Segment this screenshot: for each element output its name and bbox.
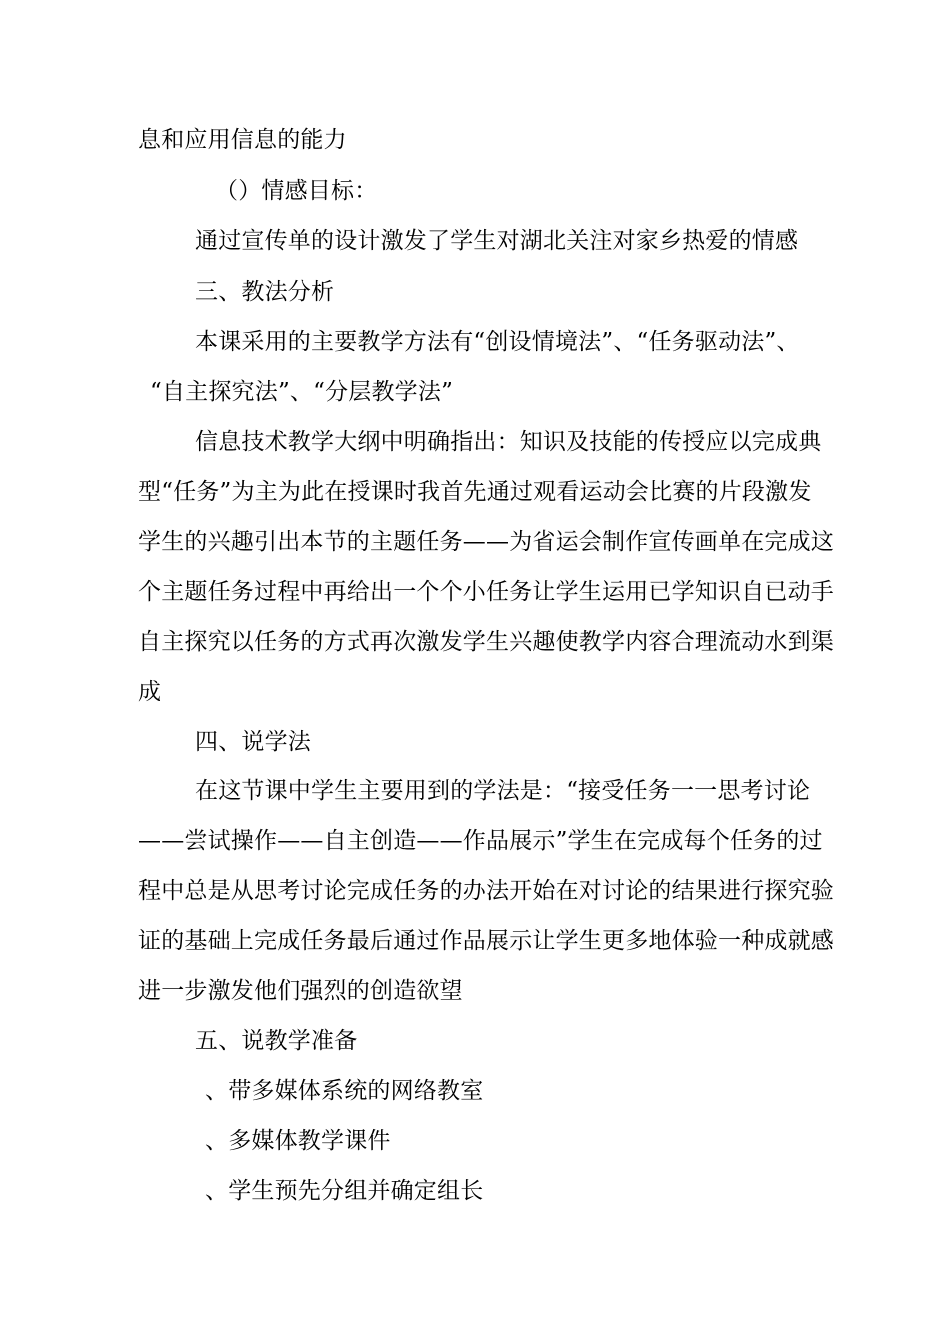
text-line-ability: 息和应用信息的能力 [138, 127, 347, 153]
text-line-learning-1: 在这节课中学生主要用到的学法是：“接受任务一一思考讨论 [195, 778, 811, 804]
text-line-syllabus-3: 学生的兴趣引出本节的主题任务——为省运会制作宣传画单在完成这 [138, 529, 834, 555]
text-line-syllabus-6: 成 [138, 679, 162, 705]
heading-preparation: 五、说教学准备 [195, 1028, 358, 1054]
text-line-learning-2: ——尝试操作——自主创造——作品展示”学生在完成每个任务的过 [138, 828, 823, 854]
text-line-methods-1: 本课采用的主要教学方法有“创设情境法”、“任务驱动法”、 [195, 329, 800, 355]
text-line-syllabus-1: 信息技术教学大纲中明确指出：知识及技能的传授应以完成典 [195, 429, 822, 455]
text-line-learning-5: 进一步激发他们强烈的创造欲望 [138, 978, 463, 1004]
heading-teaching-method: 三、教法分析 [195, 279, 335, 305]
text-line-syllabus-5: 自主探究以任务的方式再次激发学生兴趣使教学内容合理流动水到渠 [138, 629, 834, 655]
list-item-classroom: 、带多媒体系统的网络教室 [205, 1078, 484, 1104]
heading-learning-method: 四、说学法 [195, 729, 311, 755]
text-line-learning-4: 证的基础上完成任务最后通过作品展示让学生更多地体验一种成就感 [138, 928, 834, 954]
list-item-courseware: 、多媒体教学课件 [205, 1128, 391, 1154]
list-item-grouping: 、学生预先分组并确定组长 [205, 1178, 484, 1204]
text-line-emotion: 通过宣传单的设计激发了学生对湖北关注对家乡热爱的情感 [195, 228, 799, 254]
heading-emotion-goal: （）情感目标： [215, 178, 378, 204]
text-line-learning-3: 程中总是从思考讨论完成任务的办法开始在对讨论的结果进行探究验 [138, 878, 834, 904]
text-line-syllabus-2: 型“任务”为主为此在授课时我首先通过观看运动会比赛的片段激发 [138, 479, 812, 505]
text-line-syllabus-4: 个主题任务过程中再给出一个个小任务让学生运用已学知识自已动手 [138, 579, 834, 605]
text-line-methods-2: “自主探究法”、“分层教学法” [150, 379, 454, 405]
